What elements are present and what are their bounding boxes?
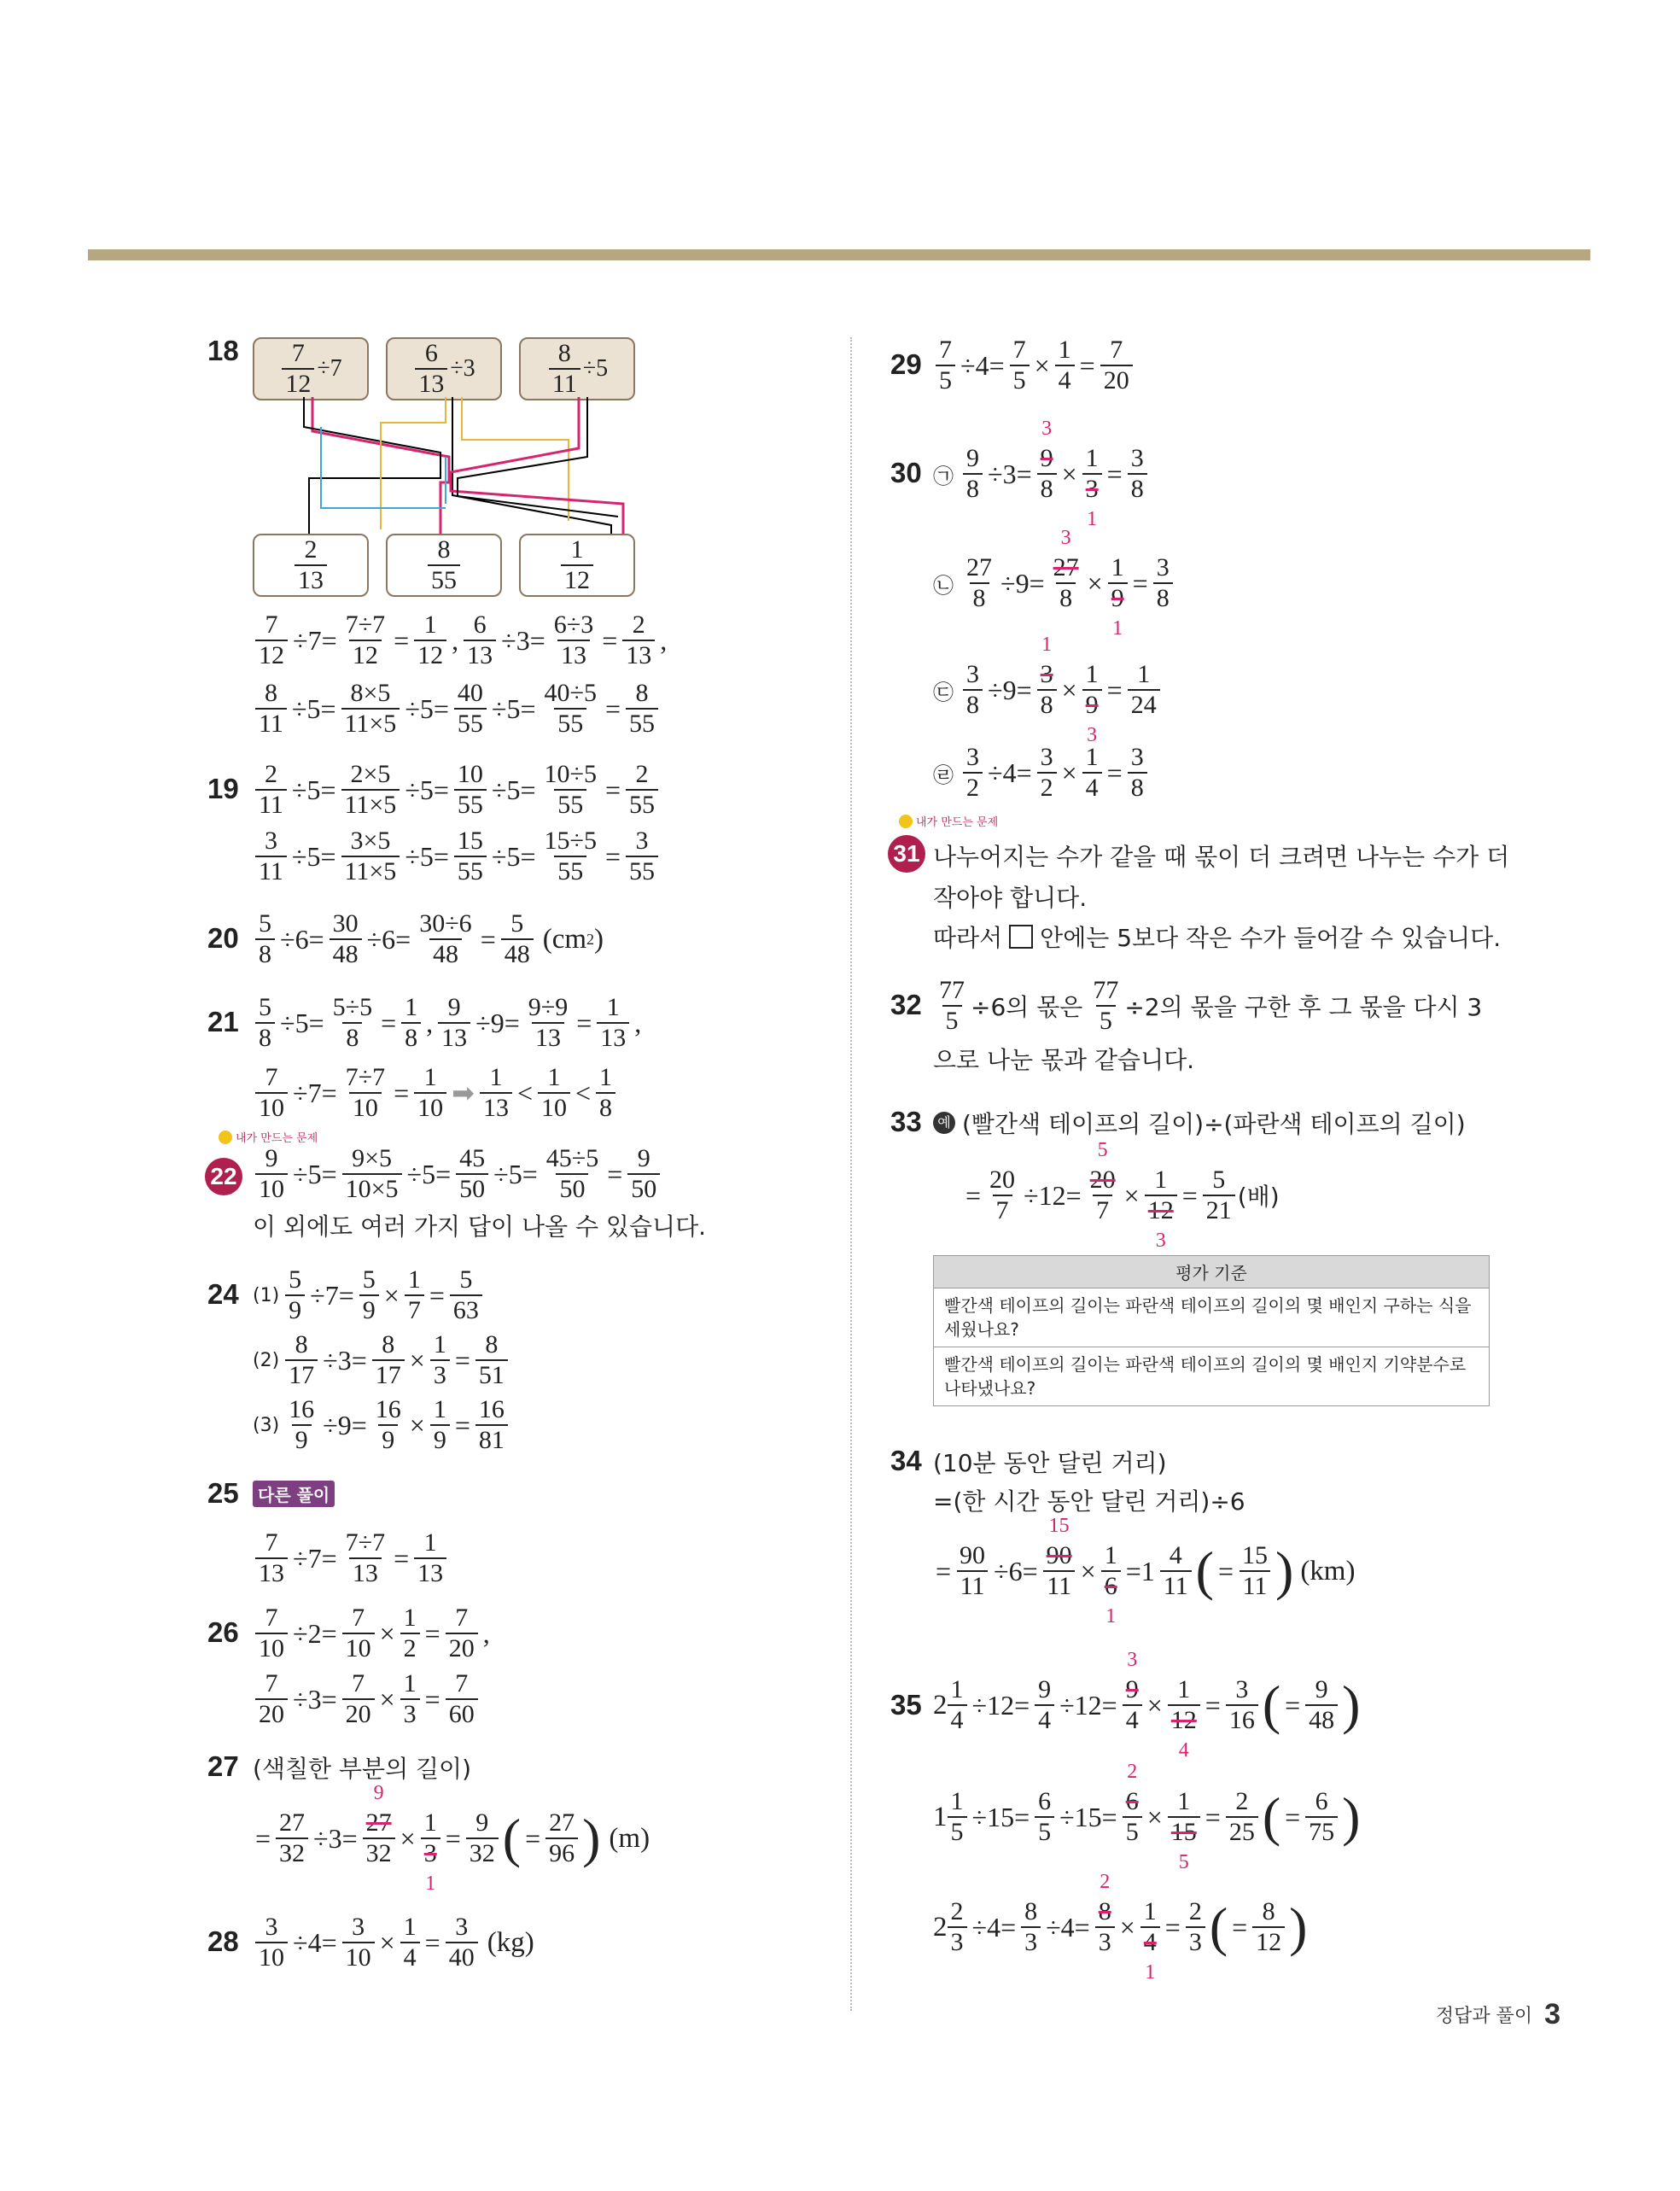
p18-bottom-box-2: $\frac{8}{55}$	[386, 534, 502, 597]
p33-criteria-table	[933, 1255, 1490, 1406]
p18-solution-line-2: $\frac{8}{11}$ ÷5= $\frac{8\times 5}{11\times 5}$ ÷5= $\frac{40}{55}$ ÷5= $\frac{40\div 5}{55}$ = $\frac{8}{55}$	[253, 679, 661, 739]
p31-text-3: 따라서 안에는 5보다 작은 수가 들어갈 수 있습니다.	[933, 924, 1502, 952]
p31-text-2: 작아야 합니다.	[933, 884, 1088, 912]
column-divider	[850, 337, 852, 2011]
page-number: 3	[1544, 1998, 1560, 2030]
p28-line: $\frac{3}{10}$ ÷4= $\frac{3}{10}$ × $\frac{1}{4}$ = $\frac{3}{40}$ (kg)	[253, 1913, 534, 1972]
p27-title: (색칠한 부분의 길이)	[253, 1755, 472, 1783]
p33-title: 예 (빨간색 테이프의 길이)÷(파란색 테이프의 길이)	[933, 1106, 1466, 1140]
problem-31-badge: 31	[888, 835, 925, 873]
p19-line-1: $\frac{2}{11}$ ÷5= $\frac{2\times 5}{11\times 5}$ ÷5= $\frac{10}{55}$ ÷5= $\frac{10\div 5}{55}$ = $\frac{2}{55}$	[253, 760, 661, 820]
problem-27-number: 27	[207, 1750, 239, 1782]
p27-line: = $\frac{27}{32}$ ÷3= 27 9 32 × 1 3 1 = $\frac{9}{32}$ ( = $\frac{27}{96}$ ) (m)	[255, 1782, 650, 1895]
p34-line: = $\frac{90}{11}$ ÷6= 90 15 11 × 1 6 1 =1 $\frac{4}{11}$ ( = $\frac{15}{11}$ ) (km)	[936, 1515, 1356, 1627]
p30-line-4: ㉣ $\frac{3}{2}$ ÷4= $\frac{3}{2}$ × $\frac{1}{4}$ = $\frac{3}{8}$	[933, 743, 1150, 803]
problem-34-number: 34	[890, 1445, 922, 1476]
problem-29-number: 29	[890, 348, 922, 380]
p21-line-2: $\frac{7}{10}$ ÷7= $\frac{7\div 7}{10}$ = $\frac{1}{10}$ ➡ $\frac{1}{13}$ < $\frac{1}{10}$ < $\frac{1}{8}$	[253, 1063, 618, 1123]
page-footer	[1436, 1998, 1560, 2031]
p29-line: $\frac{7}{5}$ ÷4= $\frac{7}{5}$ × $\frac{1}{4}$ = $\frac{7}{20}$	[933, 336, 1135, 395]
p19-line-2: $\frac{3}{11}$ ÷5= $\frac{3\times 5}{11\times 5}$ ÷5= $\frac{15}{55}$ ÷5= $\frac{15\div 5}{55}$ = $\frac{3}{55}$	[253, 827, 661, 886]
p32-line-1: $\frac{77}{5}$ ÷6의 몫은 $\frac{77}{5}$ ÷2의 몫을 구한 후 그 몫을 다시 3	[939, 976, 1483, 1035]
p18-solution-line-1: $\frac{7}{12}$ ÷7= $\frac{7\div 7}{12}$ = $\frac{1}{12}$ , $\frac{6}{13}$ ÷3= $\frac{6\div 3}{13}$ = $\frac{2}{13}$ ,	[253, 611, 669, 670]
p31-note: 내가 만드는 문제	[899, 813, 998, 829]
p34-text-1: (10분 동안 달린 거리)	[933, 1449, 1167, 1477]
p24-line-2: (2) $\frac{8}{17}$ ÷3= $\frac{8}{17}$ × $\frac{1}{3}$ = $\frac{8}{51}$	[253, 1330, 510, 1390]
p22-note: 내가 만드는 문제	[219, 1129, 318, 1145]
p26-line-1: $\frac{7}{10}$ ÷2= $\frac{7}{10}$ × $\frac{1}{2}$ = $\frac{7}{20}$ ,	[253, 1604, 493, 1663]
p30-line-3: ㉢ $\frac{3}{8}$ ÷9= 3 1 8 × 1 9 3 = $\frac{1}{24}$	[933, 660, 1163, 720]
p18-bottom-box-1: $\frac{2}{13}$	[253, 534, 369, 597]
smile-icon	[899, 815, 913, 828]
problem-20-number: 20	[207, 922, 239, 954]
p22-text: 이 외에도 여러 가지 답이 나올 수 있습니다.	[253, 1212, 707, 1241]
p35-line-3: 2 $\frac{2}{3}$ ÷4= $\frac{8}{3}$ ÷4= 8 2 3 × 1 4 1 = $\frac{2}{3}$ ( = $\frac{8}{12}$ )	[933, 1871, 1308, 1984]
p34-text-2: =(한 시간 동안 달린 거리)÷6	[933, 1487, 1245, 1516]
footer-label: 정답과 풀이	[1435, 2006, 1533, 2027]
table-row: 빨간색 테이프의 길이는 파란색 테이프의 길이의 몇 배인지 기약분수로 나타냈나요?	[944, 1354, 1467, 1399]
problem-22-badge: 22	[205, 1158, 242, 1195]
p18-top-box-2: $\frac{6}{13}$ ÷3	[386, 337, 502, 400]
p18-top-box-3: $\frac{8}{11}$ ÷5	[519, 337, 635, 400]
p22-line: $\frac{9}{10}$ ÷5= $\frac{9\times 5}{10\times 5}$ ÷5= $\frac{45}{50}$ ÷5= $\frac{45\div 5}{50}$ = $\frac{9}{50}$	[253, 1144, 662, 1204]
p26-line-2: $\frac{7}{20}$ ÷3= $\frac{7}{20}$ × $\frac{1}{3}$ = $\frac{7}{60}$	[253, 1669, 481, 1729]
p21-line-1: $\frac{5}{8}$ ÷5= $\frac{5\div 5}{8}$ = $\frac{1}{8}$ , $\frac{9}{13}$ ÷9= $\frac{9\div 9}{13}$ = $\frac{1}{13}$ ,	[253, 993, 644, 1053]
p24-line-3: (3) $\frac{16}{9}$ ÷9= $\frac{16}{9}$ × $\frac{1}{9}$ = $\frac{16}{81}$	[253, 1395, 510, 1455]
problem-35-number: 35	[890, 1689, 922, 1721]
problem-25-number: 25	[207, 1477, 239, 1509]
table-header: 평가 기준	[934, 1256, 1489, 1288]
p25-alt-tag: 다른 풀이	[253, 1481, 335, 1507]
problem-26-number: 26	[207, 1616, 239, 1648]
smile-icon	[219, 1131, 232, 1144]
p35-line-1: 2 $\frac{1}{4}$ ÷12= $\frac{9}{4}$ ÷12= 9 3 4 × 1 12 4 = $\frac{3}{16}$ ( = $\frac{9}{48}$ )	[933, 1649, 1361, 1762]
top-rule	[88, 249, 1590, 260]
blank-box	[1009, 925, 1033, 949]
arrow-right-icon: ➡	[452, 1077, 475, 1109]
p30-line-1: ㉠ $\frac{9}{8}$ ÷3= 9 3 8 × 1 3 1 = $\frac{3}{8}$	[933, 444, 1150, 504]
table-row: 빨간색 테이프의 길이는 파란색 테이프의 길이의 몇 배인지 구하는 식을 세웠나요?	[934, 1288, 1489, 1347]
p33-line: = $\frac{20}{7}$ ÷12= 20 5 7 × 1 12 3 = $\frac{5}{21}$ (배)	[965, 1139, 1280, 1252]
problem-21-number: 21	[207, 1006, 239, 1037]
p18-bottom-box-3: $\frac{1}{12}$	[519, 534, 635, 597]
problem-18-number: 18	[207, 335, 239, 366]
problem-32-number: 32	[890, 989, 922, 1020]
p18-matching-lines	[253, 397, 637, 534]
p24-line-1: (1) $\frac{5}{9}$ ÷7= $\frac{5}{9}$ × $\frac{1}{7}$ = $\frac{5}{63}$	[253, 1265, 485, 1325]
p32-line-2: 으로 나눈 몫과 같습니다.	[933, 1046, 1195, 1074]
problem-24-number: 24	[207, 1278, 239, 1310]
problem-28-number: 28	[207, 1925, 239, 1957]
p18-top-box-1: $\frac{7}{12}$ ÷7	[253, 337, 369, 400]
problem-19-number: 19	[207, 773, 239, 804]
p25-line: $\frac{7}{13}$ ÷7= $\frac{7\div 7}{13}$ = $\frac{1}{13}$	[253, 1528, 449, 1588]
p31-text-1: 나누어지는 수가 같을 때 몫이 더 크려면 나누는 수가 더	[933, 843, 1510, 871]
p30-line-2: ㉡ $\frac{27}{8}$ ÷9= 27 3 8 × 1 9 1 = $\frac{3}{8}$	[933, 553, 1175, 613]
p35-line-2: 1 $\frac{1}{5}$ ÷15= $\frac{6}{5}$ ÷15= 6 2 5 × 1 15 5 = $\frac{2}{25}$ ( = $\frac{6}{75}$ )	[933, 1761, 1361, 1873]
problem-30-number: 30	[890, 457, 922, 488]
p20-line: $\frac{5}{8}$ ÷6= $\frac{30}{48}$ ÷6= $\frac{30\div 6}{48}$ = $\frac{5}{48}$ (cm 2 )	[253, 909, 604, 969]
problem-33-number: 33	[890, 1106, 922, 1137]
